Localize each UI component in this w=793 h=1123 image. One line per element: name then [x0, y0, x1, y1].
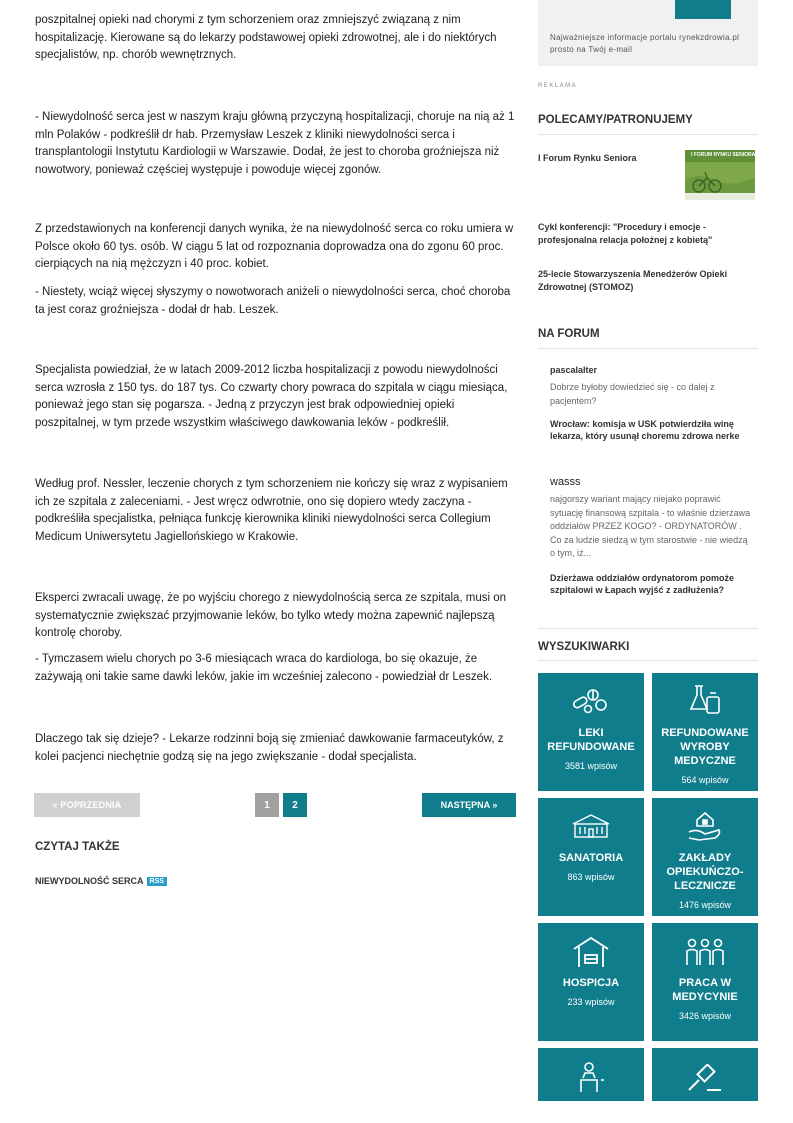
article-paragraph: Z przedstawionych na konferencji danych wynika, że na niewydolność serca co roku umiera w Polsce około 60 tys. osób. W ciągu 5 lat od rozpoznania doprowadza ona do zgonu 60 proc. cierpiących na nią mężczyzn i 40 proc. kobiet.: [35, 223, 514, 270]
search-engines-heading: WYSZUKIWARKI: [538, 641, 630, 653]
article-paragraph: - Tymczasem wielu chorych po 3-6 miesiącach wraca do kardiologa, bo się okazuje, że zażywają oni takie same dawki leków, jakie im wcześniej zalecono - powiedział dr Leszek.: [35, 653, 493, 683]
article-paragraph: poszpitalnej opieki nad chorymi z tym schorzeniem oraz zmniejszyć związaną z nim hospitalizację. Kierowane są do lekarzy podstawowej opieki zdrowotnej, ale i do niektórych specjalistów, np. chorób wewnętrznych.: [35, 14, 497, 61]
recommended-item[interactable]: Cykl konferencji: "Procedury i emocje - profesjonalna relacja położnej z kobietą": [538, 222, 713, 245]
tile-label: HOSPICJA: [562, 977, 620, 989]
article-paragraph: - Niestety, wciąż więcej słyszymy o nowotworach aniżeli o niewydolności serca, choć choroba ta jest coraz groźniejsza - dodał dr hab. Leszek.: [35, 286, 511, 316]
tile-count: 1476 wpisów: [678, 900, 732, 910]
forum-post-excerpt: najgorszy wariant mający niejako poprawić sytuację finansową szpitala - to właśnie dzierżawa oddziałów PRZEZ KOGO? - ORDYNATORÓW . Co za ludzie siedzą w tym starostwie - nie wiedzą o tym, iż...: [550, 494, 751, 558]
article-paragraph: Eksperci zwracali uwagę, że po wyjściu chorego z niewydolnością serca ze szpitala, musi on systematycznie zwiększać przyjmowanie leków, bo tylko wtedy można zapewnić najlepszą kontrolę choroby.: [35, 592, 507, 639]
page-1-button[interactable]: 1: [255, 793, 279, 817]
tile-leki-refundowane[interactable]: [538, 673, 644, 791]
speaker-podium-icon: [538, 1062, 644, 1092]
divider: [538, 660, 758, 661]
tile-count: 3426 wpisów: [678, 1011, 732, 1021]
recommended-item[interactable]: I Forum Rynku Seniora: [538, 153, 637, 163]
medical-staff-icon: [652, 937, 758, 967]
rss-badge[interactable]: RSS: [147, 877, 167, 886]
tile-label: LEKI REFUNDOWANE: [547, 727, 635, 753]
tile-count: 233 wpisów: [567, 997, 615, 1007]
forum-heading: NA FORUM: [538, 328, 600, 340]
forum-username[interactable]: wasss: [550, 476, 581, 488]
medical-devices-icon: [652, 683, 758, 717]
recommended-heading: POLECAMY/PATRONUJEMY: [538, 114, 693, 126]
tile-count: 564 wpisów: [681, 775, 729, 785]
previous-page-button[interactable]: « POPRZEDNIA: [34, 793, 140, 817]
seniora-banner-image[interactable]: [685, 150, 755, 200]
see-also-heading: CZYTAJ TAKŻE: [35, 841, 120, 853]
page-2-button[interactable]: 2: [283, 793, 307, 817]
tile-praca-w-medycynie[interactable]: [652, 923, 758, 1041]
tag-link[interactable]: [35, 876, 167, 886]
tile-refundowane-wyroby[interactable]: [652, 673, 758, 791]
divider: [538, 628, 758, 629]
ad-label: REKLAMA: [538, 83, 578, 89]
forum-post-excerpt: Dobrze byłoby dowiedzieć się - co dalej z pacjentem?: [550, 382, 715, 406]
article-paragraph: - Niewydolność serca jest w naszym kraju główną przyczyną hospitalizacji, choruje na nią aż 1 mln Polaków - podkreślił dr hab. Przemysław Leszek z kliniki niewydolności serca i transplantologii Instytutu Kardiologii w Warszawie. Dodał, że jest to choroba groźniejsza niż nowotwory, ponieważ częściej występuje i powoduje więcej zgonów.: [35, 111, 515, 176]
tile-count: 3581 wpisów: [564, 761, 618, 771]
article-paragraph: Dlaczego tak się dzieje? - Lekarze rodzinni boją się zmieniać dawkowanie farmaceutyków, z kolei pacjenci niechętnie godzą się na jego zwiększanie - dodał specjalista.: [35, 733, 504, 763]
tile-zaklady-opiekunczo-lecznicze[interactable]: [652, 798, 758, 916]
newsletter-description: Najważniejsze informacje portalu rynekzdrowia.pl prosto na Twój e-mail: [550, 33, 740, 54]
care-hands-house-icon: [652, 810, 758, 842]
tag-label[interactable]: NIEWYDOLNOŚĆ SERCA: [35, 876, 144, 886]
sanatorium-building-icon: [538, 812, 644, 840]
tile-label: SANATORIA: [558, 852, 624, 864]
tile-law[interactable]: [652, 1048, 758, 1101]
gavel-icon: [652, 1064, 758, 1094]
article-paragraph: Specjalista powiedział, że w latach 2009-2012 liczba hospitalizacji z powodu niewydolności serca wzrosła z 150 tys. do 187 tys. Co czwarty chory powraca do szpitala w ciągu miesiąca, ponieważ jego stan się pogarsza. - Jedną z przyczyn jest brak odpowiedniej opieki poszpitalnej, w tym przede wszystkim właściwego dawkowania leków - podkreślił.: [35, 364, 508, 429]
divider: [538, 348, 758, 349]
banner-text: I FORUM RYNKU SENIORA: [691, 152, 755, 158]
article-paragraph: Według prof. Nessler, leczenie chorych z tym schorzeniem nie kończy się wraz z wypisaniem ich ze szpitala z zaleceniami. - Jest wręcz odwrotnie, ono się dopiero wtedy zaczyna - podkreśliła specjalistka, pełniąca funkcję kierownika kliniki niewydolności serca Collegium Medicum Uniwersytetu Jagiellońskiego w Krakowie.: [35, 478, 508, 543]
tile-label: ZAKŁADY OPIEKUŃCZO-LECZNICZE: [666, 852, 744, 892]
recommended-item[interactable]: 25-lecie Stowarzyszenia Menedżerów Opieki Zdrowotnej (STOMOZ): [538, 269, 728, 292]
forum-topic-link[interactable]: Dzierżawa oddziałów ordynatorom pomoże szpitalowi w Łapach wyjść z zadłużenia?: [550, 573, 735, 595]
tile-sanatoria[interactable]: [538, 798, 644, 916]
tile-label: REFUNDOWANE WYROBY MEDYCZNE: [661, 727, 749, 767]
tile-speaker[interactable]: [538, 1048, 644, 1101]
pills-icon: [538, 685, 644, 715]
tile-hospicja[interactable]: [538, 923, 644, 1041]
tile-label: PRACA W MEDYCYNIE: [672, 977, 738, 1003]
tile-count: 863 wpisów: [567, 872, 615, 882]
next-page-button[interactable]: NASTĘPNA »: [422, 793, 516, 817]
forum-username[interactable]: pascalalter: [550, 365, 598, 375]
newsletter-box: [538, 0, 758, 66]
newsletter-submit-button[interactable]: [675, 0, 731, 19]
divider: [538, 134, 758, 135]
forum-topic-link[interactable]: Wrocław: komisja w USK potwierdziła winę lekarza, który usunął choremu zdrowa nerke: [550, 419, 740, 441]
hospice-house-icon: [538, 935, 644, 969]
